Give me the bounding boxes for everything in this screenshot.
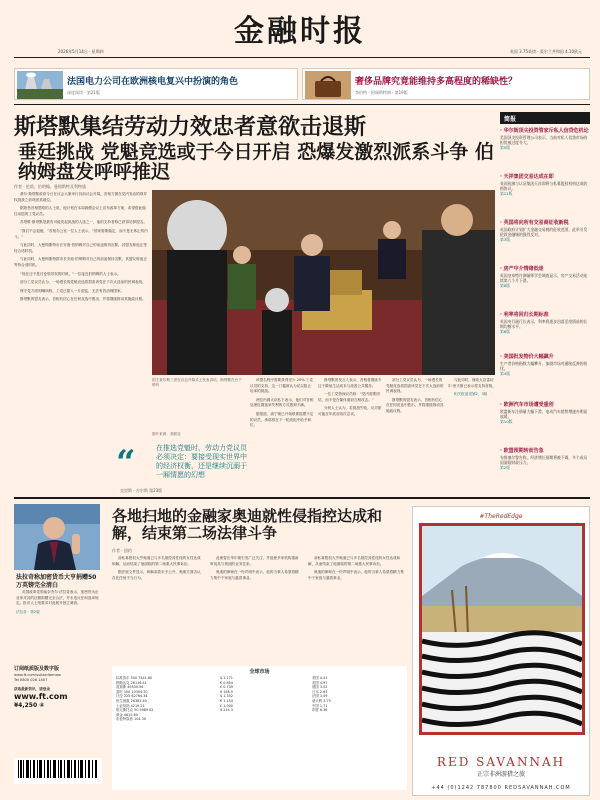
promo-edf[interactable] (14, 68, 298, 100)
market-row: 纳斯达克 26116.41 (116, 680, 147, 685)
paragraph: 分析人士认为，若挑战失败，反对派可能在年底前再次尝试。 (318, 406, 382, 416)
index-column (116, 676, 212, 722)
paragraph: 一位工党资深议员称：“党内需要团结，而不是在媒体面前互相攻击。” (318, 392, 380, 402)
promo-sub: 李伯特 · 阿瑞斯特朗 · 第19版 (355, 90, 408, 95)
sidebar-item-title: · 天祥集团交易达成在即 (500, 174, 554, 180)
market-row: 恒生指数 26381.40 (116, 698, 147, 703)
market-row: € 0.854 (220, 680, 233, 685)
sidebar-item-title: · 房产中介情绪低迷 (500, 266, 544, 272)
odey-headline[interactable]: 各地扫地的金融家奥迪就性侵指控达成和解，结束第二场法律斗争 (112, 507, 383, 542)
market-row: 法国 3.59 (312, 694, 328, 699)
ft-website-link[interactable]: www.ft.com (14, 692, 68, 701)
market-row: 英国 4.97 (312, 680, 328, 685)
promo-title: 奢侈品牌究竟能维持多高程度的稀缺性？ (355, 77, 518, 87)
paragraph: 两位内阁大臣私下表示，他们对首相处理近期选举失利的方式感到不满。 (250, 397, 314, 408)
date-line: 2026年5月14日 · 星期四 (58, 49, 104, 54)
subscribe-url-line[interactable]: www.ft.com/subscribenow (14, 673, 61, 677)
pull-quote (112, 440, 252, 492)
bond-column (312, 676, 402, 713)
masthead-rule (14, 57, 590, 58)
sidebar-item-body: 英国检测与认证集团天祥即将与私募股权机构达成收购协议。 (500, 181, 588, 192)
market-row: 标准普尔 500 7441.80 (116, 676, 153, 680)
sidebar-item[interactable] (500, 220, 590, 243)
sidebar-item-title: · 美国批发物价大幅飙升 (500, 354, 554, 360)
farage-body (16, 590, 100, 652)
photo-credit: 图片来源：美联社 (152, 432, 181, 436)
sidebar-item-body: 英国央行副行长表示，利率将逐步回落至疫情前的长期均衡水平。 (500, 319, 588, 330)
sidebar-item[interactable] (500, 312, 590, 335)
currency-column (220, 676, 300, 713)
lower-section-rule (14, 497, 590, 499)
paragraph: 据报道，唐宁街已开始联系摇摆不定的议员，承诺将在下一轮改组中给予职位。 (250, 411, 314, 428)
nuclear-plant-thumbnail (17, 71, 63, 99)
sidebar-item-body: 英国政府计划扩大金融交易税的征收范围，此举引发伦敦金融城的强烈反对。 (500, 227, 588, 238)
sidebar-item[interactable] (500, 448, 590, 471)
sidebar-item-ref: 第6版 (500, 329, 511, 335)
price-line: 英国 3.75英镑 · 爱尔兰共和国 4.10欧元 (509, 49, 582, 54)
lead-column-2 (250, 378, 314, 490)
market-row: 印度 6.36 (312, 708, 328, 713)
paragraph: 斯塔默的发言人表示，首相将继续专注于降低生活成本与改善公共服务。 (318, 378, 382, 388)
promo-title: 法国电力公司在欧洲核电复兴中扮演的角色 (67, 77, 239, 87)
paragraph: 前私募股权大亨奥迪已与多名指控其性侵的女性达成和解，从而结束了他面临的第二场重大民事诉讼。 (112, 556, 201, 566)
portrait-image (14, 504, 100, 570)
paragraph: 与此同时，大曼彻斯特郡市长安迪·伯纳姆对自己的前途保持沉默，其盟友称他正等待合适时机。 (14, 257, 147, 267)
odey-column-3 (308, 556, 406, 660)
sidebar-item[interactable] (500, 266, 590, 289)
lead-column-4 (386, 378, 444, 490)
sidebar-item-ref: 第5版 (500, 145, 511, 151)
paragraph: 此案曾在华尔街引发广泛关注，并促使多家机构重新审视其与奥迪的业务往来。 (210, 556, 299, 566)
market-row: $ 1.171 (220, 676, 233, 680)
sidebar-item-ref: 第2版 (500, 465, 511, 471)
quote-mark-icon: “ (116, 443, 136, 483)
sidebar-item-body: 生产者价格指数大幅攀升，加剧市场对通胀反弹的担忧。 (500, 361, 588, 372)
promo-luxury[interactable] (302, 68, 590, 100)
sidebar-item-ref: 第4版 (500, 371, 511, 377)
promo-sub: 深度阅读 · 第21版 (67, 90, 100, 95)
subscribe-phone-line: Tel 0800 028 1407 (14, 678, 48, 682)
ad-brand: RED SAVANNAH (436, 755, 566, 769)
ad-hashtag: #TheRedEdge (479, 513, 523, 520)
sidebar-item-title: · 欧盟预期转而告急 (500, 448, 544, 454)
sidebar-item-title: · 欧洲汽车市场遭受重创 (500, 402, 554, 408)
paragraph: 斯塔默的盟友表示，首相有信心在任何竞选中胜出，并将继续推动其施政议程。 (386, 397, 444, 413)
digital-label: 获取最新资讯，请登录 (14, 687, 50, 691)
section-rule (14, 104, 590, 105)
sidebar-item-ref: 第12版 (500, 191, 513, 197)
sidebar-item[interactable] (500, 402, 590, 425)
parliament-photo (152, 190, 495, 375)
farage-portrait (14, 504, 100, 570)
market-row: 意大利 3.75 (312, 698, 331, 703)
cover-price: ¥4,250 ④ (14, 702, 45, 709)
quote-source[interactable]: 克里斯 · 吉尔斯 第23版 (120, 488, 163, 493)
paragraph: 斯塔默的盟友表示，首相有信心在任何竞选中胜出，并将继续推动其施政议程。 (20, 297, 146, 302)
sidebar-item-body: 欧盟新车注册量大幅下滑，电动汽车销售增速亦明显放缓。 (500, 409, 588, 420)
sidebar-item[interactable] (500, 354, 590, 377)
parliament-scene-image (152, 190, 495, 375)
paragraph: 苏塔维·斯塔默是最有可能发起挑战的人选之一，他的支持者称已获得足够提名。 (20, 220, 147, 225)
market-row: 中国 1.71 (312, 703, 328, 708)
farage-caption[interactable]: 法拉奇 · 第2版 (16, 609, 40, 614)
market-row: 德国 3.02 (312, 685, 328, 690)
paragraph: 该提名程序需要获得至少 20% 工党议员的支持，这一门槛被认为足以阻止轻率的挑战。 (250, 378, 313, 394)
photo-caption: 国王查尔斯三世在议会开幕式上发表讲话，斯塔默在台下聆听 (152, 378, 242, 387)
market-row: 日经 225 62764.34 (116, 694, 148, 699)
subscribe-title: 订阅纸质版及数字版 (14, 666, 60, 672)
paragraph: 奥迪的律师在一份声明中表示，他的当事人希望将精力集中于家庭与慈善事业。 (308, 570, 404, 580)
paragraph: 与此同时，大曼彻斯特市长安迪·伯纳姆对自己的前途保持沉默，其盟友称他正等待合适时机。 (14, 243, 147, 253)
paragraph: 奥迪的律师在一份声明中表示，他的当事人希望将精力集中于家庭与慈善事业。 (210, 570, 299, 580)
paragraph: 部分工党议员认为，一场漫长的党魁竞选将损害该党在下次大选前的民调表现。 (20, 280, 146, 285)
paragraph: 英国改革党领袖奈杰尔·法拉奇表示，加密货币企业家对其的巨额捐赠完全合法，并未违反任何选举规定。批评人士则要求对此展开独立调查。 (16, 590, 99, 606)
sidebar-item-ref: 第3版 (500, 237, 511, 243)
paragraph: 据熟悉首相思路的人士说，他计划在本周阁僚会议上宣布改革方案，希望借此稳住动摇的工党议员。 (14, 206, 146, 216)
sidebar-header: 简报 (500, 112, 590, 124)
sidebar-item[interactable] (500, 174, 590, 197)
lead-subheadline[interactable]: 垂廷挑战 党魁竞选或于今日开启 恐爆发激烈派系斗争 伯纳姆盘发呼呼推迟 (18, 141, 494, 183)
sidebar-item-ref: 第8版 (500, 283, 511, 289)
quote-text: 在推选党魁时，劳动力党议员必须决定：要接受现实世界中的经济权衡，还是继续沉溺于一厢情愿的幻想 (156, 444, 247, 479)
odey-column-2 (210, 556, 302, 660)
ad-contact[interactable]: +44 (0)1242 787800 REDSAVANNAH.COM (431, 785, 571, 791)
market-row: € 1.154 (220, 698, 233, 703)
lead-headline[interactable]: 斯塔默集结劳动力效忠者意欲击退斯 (14, 114, 367, 140)
sidebar-item-body: 美国顶尖投资管理公司表示，当前对私人信贷市场的担忧被过度夸大。 (500, 135, 588, 146)
market-row: £ 1.000 (220, 703, 233, 708)
subscribe-box (14, 666, 104, 790)
global-markets-table (112, 666, 407, 790)
paragraph: 保守党方面则嘲讽称，工党已陷入一片混乱，无法有效治理国家。 (20, 288, 125, 293)
paragraph: “我们不会退缩，”首相办公室一位人士表示，“国家需要稳定，而不是无休止的内斗。” (14, 228, 148, 239)
barcode-icon (14, 758, 102, 784)
sidebar-item[interactable] (500, 128, 590, 151)
market-row: ¥ 214.3 (220, 708, 233, 713)
market-row: £ 0.739 (220, 685, 233, 690)
lead-column-5 (448, 378, 496, 490)
ad-brand-cn: 正宗非洲游猎之旅 (476, 771, 525, 778)
luxury-bag-thumbnail (305, 71, 351, 99)
market-row: 上证综指 4219.21 (116, 703, 145, 708)
newspaper-title: 金融时报 (234, 14, 366, 49)
ad-image (419, 523, 585, 735)
lead-byline: 作者 · 伦敦、伯明翰、曼彻斯特及利物浦 (14, 184, 86, 189)
sidebar-item-title: · 华尔街顶尖投资管家斥私人信贷危机论 (500, 128, 589, 134)
market-row: $ 1.352 (220, 694, 233, 699)
market-row: ¥ 158.5 (220, 689, 233, 694)
sidebar-item-body: 英国皇家特许测量师学会调查显示，房产交易活动连续第六个月下滑。 (500, 273, 588, 284)
lead-column-3 (318, 378, 382, 490)
paragraph: 与此同时，财政大臣雷切尔·里夫斯已表示将支持首相。 (448, 378, 496, 388)
sidebar-item-title: · 英国将向所有交易商征收新税 (500, 220, 569, 226)
sidebar-item-ref: 第10版 (500, 419, 513, 425)
market-row: 欧元斯托克 50 5889.02 (116, 708, 154, 713)
paragraph: 据法庭文件显示，和解条款未予公开，奥迪方面否认存在任何不当行为。 (112, 570, 201, 580)
sidebar-item-body: 布鲁塞尔警告称，经济增长预期将被下调，多个成员国面临财政压力。 (500, 455, 588, 466)
paragraph: 基尔·斯塔默政府今日在议会大厦举行其前议会开幕，首相力图在党内发动的领导权挑战之前巩固其地位。 (14, 192, 147, 202)
farage-headline[interactable]: 法拉奇称加密货币大亨捐赠50万英镑完全清白 (16, 574, 97, 589)
market-row: 日本 2.63 (312, 689, 328, 694)
masthead (0, 0, 600, 49)
see-also-ref[interactable]: 相关报道见第2、3版 (454, 392, 488, 397)
market-row: 美国 4.41 (312, 676, 328, 680)
red-savannah-ad[interactable] (412, 506, 590, 796)
markets-title: 全球市场 (249, 669, 270, 675)
sidebar-item-title: · 利率将回归长期标准 (500, 312, 549, 318)
odey-byline: 作者 · 纽约 (112, 548, 132, 553)
paragraph: 前私募股权大亨奥迪已与多名指控其性侵的女性达成和解，从而结束了他面临的第二场重大民事诉讼。 (308, 556, 401, 566)
paragraph: “现在还不是讨论领导权的时候，”一位接近伯纳姆的人士表示。 (20, 271, 121, 276)
savannah-zebra-image (422, 526, 582, 732)
odey-column-1 (112, 556, 204, 660)
paragraph: 部分工党议员认为，一场漫长的党魁竞选将损害该党在下次大选前的民调表现。 (386, 378, 444, 394)
market-row: 黄金 4612.80 (116, 712, 138, 717)
market-row: 道琼斯 49550.56 (116, 685, 144, 690)
market-row: 富时 100 10304.70 (116, 689, 148, 694)
briefing-sidebar (500, 112, 590, 494)
market-row: 布伦特原油 104.30 (116, 717, 146, 722)
